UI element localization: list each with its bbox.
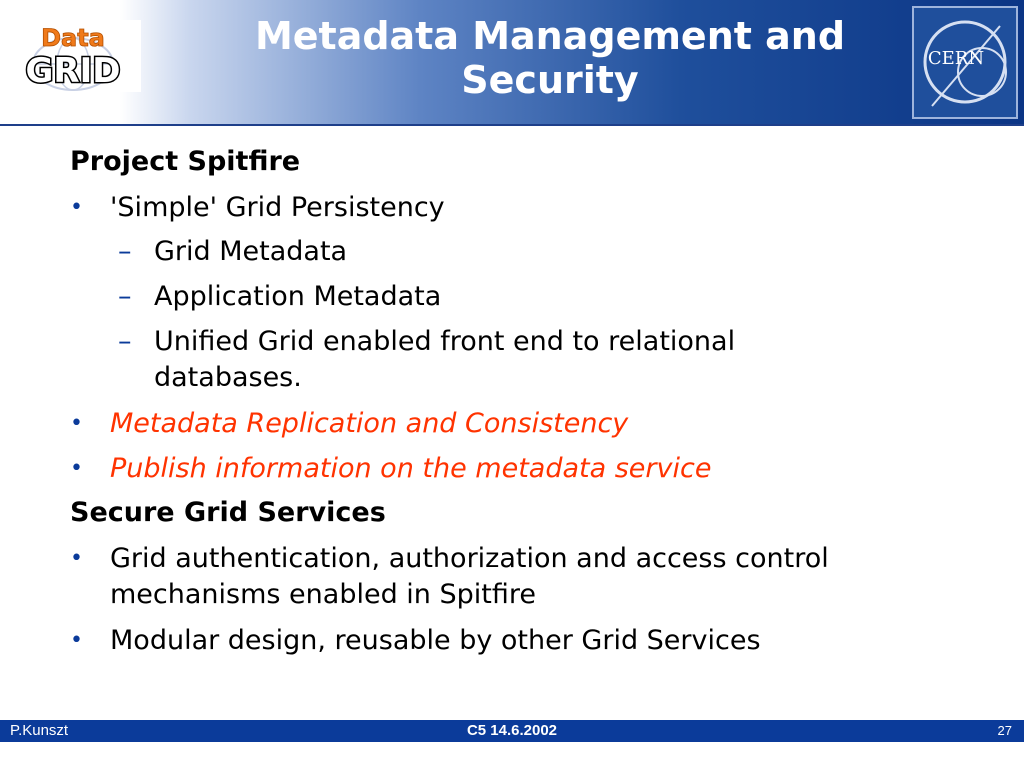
cern-logo-text: CERN — [927, 48, 985, 69]
slide-title-line1: Metadata Management and — [254, 14, 846, 58]
sub-bullet-dash: – — [118, 326, 132, 357]
slide-title-line2: Security — [461, 58, 639, 102]
bullet-text: 'Simple' Grid Persistency — [110, 192, 445, 223]
datagrid-logo — [6, 20, 141, 92]
header-divider — [0, 124, 1024, 126]
bullet-text: Publish information on the metadata service — [110, 453, 712, 484]
datagrid-logo-word1: Data — [41, 24, 105, 52]
bullet-text: Grid authentication, authorization and access control mechanisms enabled in Spitfire — [110, 543, 829, 610]
slide-footer — [0, 720, 1024, 742]
section-heading-spitfire: Project Spitfire — [70, 146, 301, 177]
sub-bullet-text: Application Metadata — [154, 281, 442, 312]
datagrid-logo-word2: GRID — [25, 51, 121, 91]
bullet-dot: • — [70, 411, 83, 436]
bullet-dot: • — [70, 546, 83, 571]
footer-event: C5 14.6.2002 — [466, 722, 558, 739]
bullet-dot: • — [70, 195, 83, 220]
sub-bullet-dash: – — [118, 236, 132, 267]
sub-bullet-text: Unified Grid enabled front end to relational databases. — [154, 326, 736, 393]
section-heading-secure-grid: Secure Grid Services — [70, 497, 386, 528]
bullet-dot: • — [70, 456, 83, 481]
bullet-text: Metadata Replication and Consistency — [110, 408, 629, 439]
sub-bullet-dash: – — [118, 281, 132, 312]
footer-page-number: 27 — [997, 723, 1012, 738]
cern-logo — [912, 6, 1018, 119]
bullet-dot: • — [70, 628, 83, 653]
bullet-text: Modular design, reusable by other Grid Services — [110, 625, 761, 656]
sub-bullet-text: Grid Metadata — [154, 236, 348, 267]
slide-title — [200, 14, 900, 102]
footer-author: P.Kunszt — [10, 722, 69, 739]
